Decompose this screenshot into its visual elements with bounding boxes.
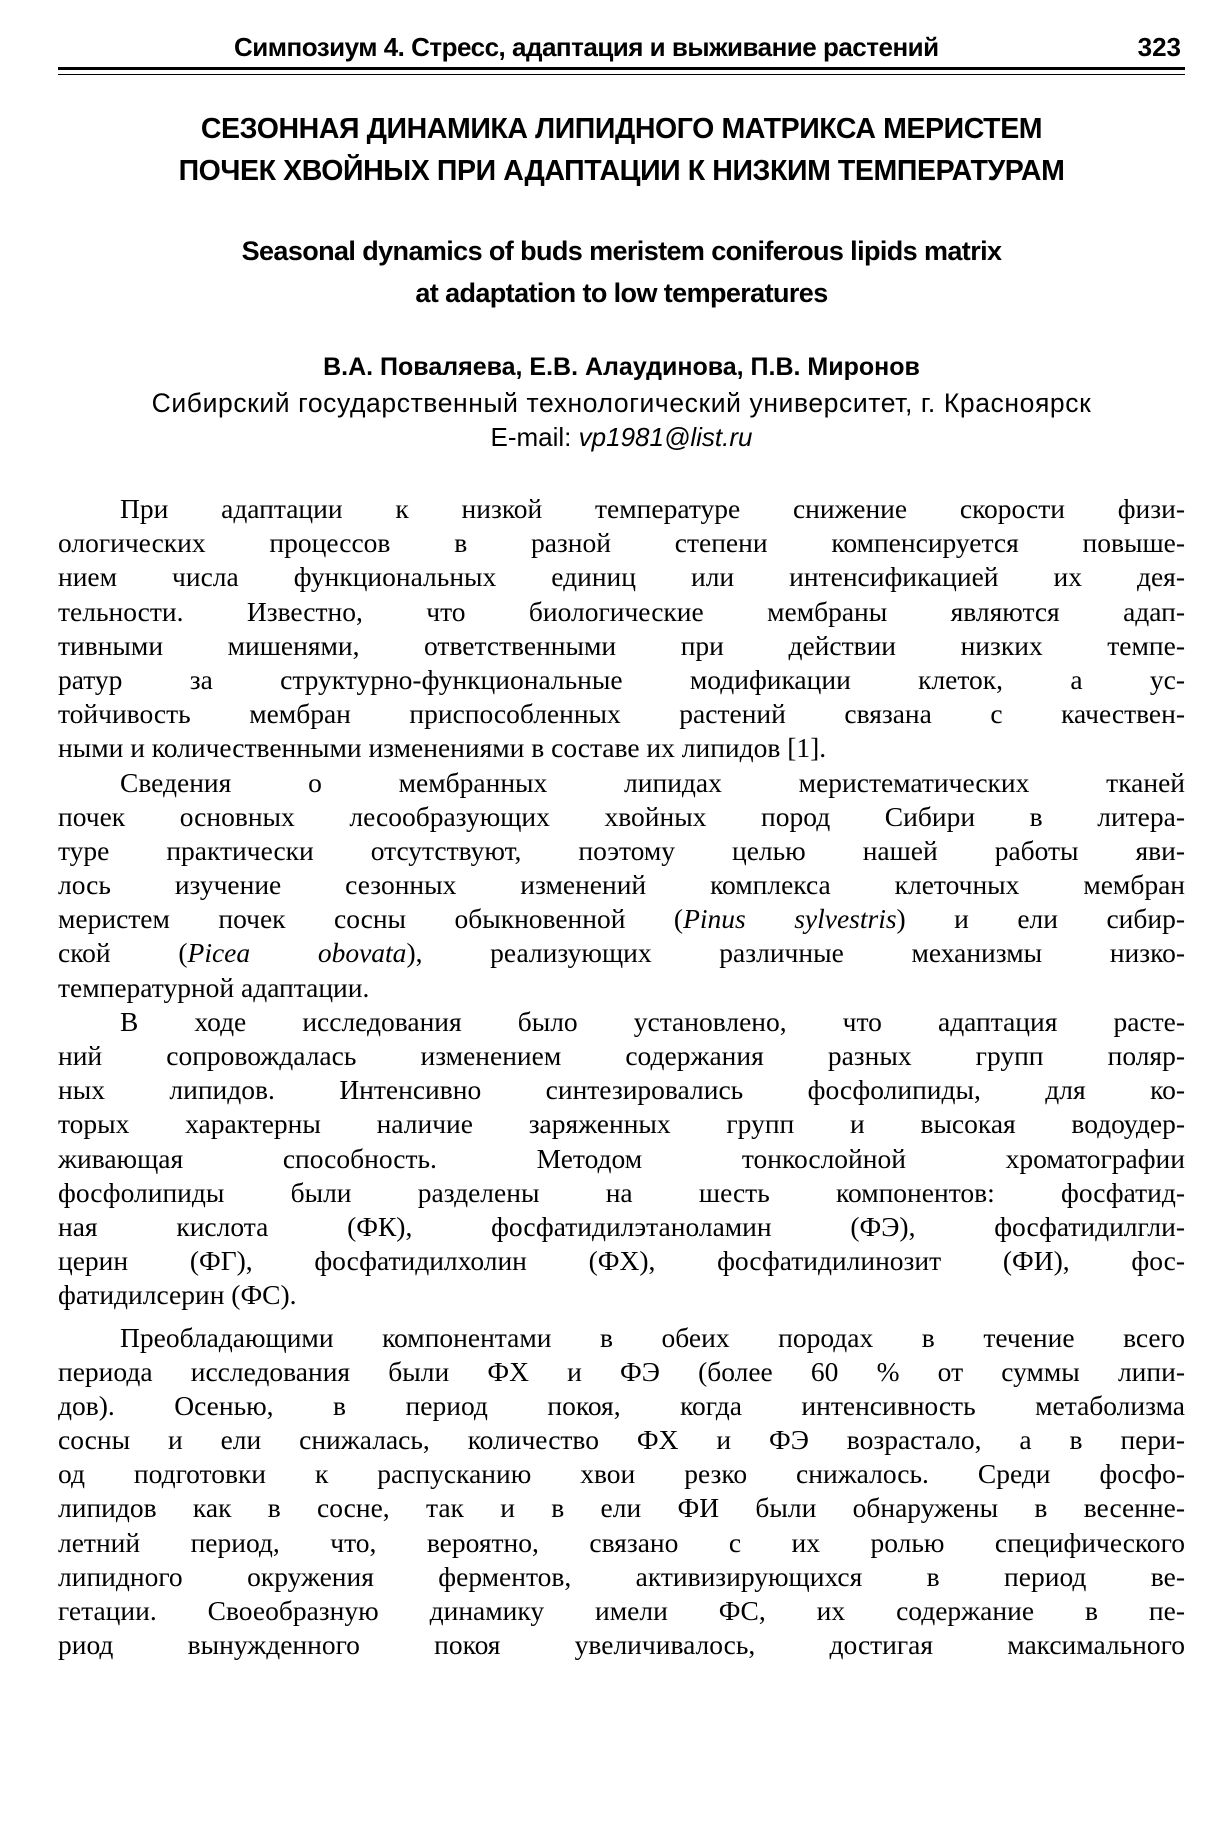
text-run: меристем почек сосны обыкновенной ( — [58, 903, 684, 935]
text-line: тойчивость мембран приспособленных растений связана с качествен- — [58, 698, 1185, 730]
text-line: нием числа функциональных единиц или интенсификацией их дея- — [58, 561, 1185, 593]
title-en-line: Seasonal dynamics of buds meristem coniferous lipids matrix — [241, 236, 1002, 266]
text-line — [58, 902, 1185, 936]
text-line: ологических процессов в разной степени компенсируется повыше- — [58, 527, 1185, 559]
title-ru-line: ПОЧЕК ХВОЙНЫХ ПРИ АДАПТАЦИИ К НИЗКИМ ТЕМПЕРАТУРАМ — [178, 155, 1065, 187]
text-line: липидов как в сосне, так и в ели ФИ были обнаружены в весенне- — [58, 1492, 1185, 1524]
text-line: ратур за структурно-функциональные модификации клеток, а ус- — [58, 663, 1185, 695]
text-line: летний период, что, вероятно, связано с их ролью специфического — [58, 1526, 1185, 1558]
text-line: Сведения о мембранных липидах меристематических тканей — [120, 766, 1185, 798]
text-line: ными и количественными изменениями в составе их липидов [1]. — [58, 732, 827, 764]
text-line: живающая способность. Методом тонкослойной хроматографии — [58, 1142, 1185, 1174]
running-head — [58, 30, 1185, 70]
text-line: торых характерны наличие заряженных групп и высокая водоудер- — [58, 1108, 1185, 1140]
header-rule-thick — [58, 67, 1185, 70]
text-line: ных липидов. Интенсивно синтезировались фосфолипиды, для ко- — [58, 1074, 1185, 1106]
text-line: риод вынужденного покоя увеличивалось, достигая максимального — [58, 1629, 1185, 1661]
text-line: сосны и ели снижалась, количество ФХ и ФЭ возрастало, а в пери- — [58, 1424, 1185, 1456]
paragraph — [58, 492, 1185, 766]
article-body — [58, 492, 1185, 1662]
text-line: од подготовки к распусканию хвои резко снижалось. Среди фосфо- — [58, 1458, 1185, 1490]
text-line: фосфолипиды были разделены на шесть компонентов: фосфатид- — [58, 1176, 1185, 1208]
page-number: 323 — [1137, 32, 1181, 62]
text-run: ) и ели сибир- — [896, 903, 1185, 935]
text-line: липидного окружения ферментов, активизирующихся в период ве- — [58, 1560, 1185, 1592]
text-line: Преобладающими компонентами в обеих породах в течение всего — [120, 1321, 1185, 1353]
email-address: vp1981@list.ru — [578, 422, 753, 452]
paragraph — [58, 1005, 1185, 1313]
text-line — [58, 936, 1185, 970]
text-run: ), реализующих различные механизмы низко- — [406, 937, 1186, 969]
authors: В.А. Поваляева, Е.В. Алаудинова, П.В. Миронов — [323, 353, 920, 381]
text-line: гетации. Своеобразную динамику имели ФС, их содержание в пе- — [58, 1595, 1185, 1626]
text-line: фатидилсерин (ФС). — [58, 1279, 297, 1311]
running-head-title: Симпозиум 4. Стресс, адаптация и выживание растений — [234, 32, 939, 62]
text-line: ная кислота (ФК), фосфатидилэтаноламин (ФЭ), фосфатидилгли- — [58, 1210, 1185, 1242]
paragraph — [58, 1321, 1185, 1663]
email-line — [58, 420, 1185, 454]
species-name-picea: Picea obovata — [187, 937, 407, 969]
text-line: туре практически отсутствуют, поэтому целью нашей работы яви- — [58, 834, 1185, 866]
text-line: При адаптации к низкой температуре снижение скорости физи- — [120, 493, 1185, 524]
title-en-line: at adaptation to low temperatures — [415, 278, 828, 308]
text-line: периода исследования были ФХ и ФЭ (более 60 % от суммы липи- — [58, 1355, 1185, 1387]
text-line: тивными мишенями, ответственными при действии низких темпе- — [58, 629, 1185, 661]
text-line: тельности. Известно, что биологические мембраны являются адап- — [58, 595, 1185, 627]
header-rule-thin — [58, 74, 1185, 75]
title-ru-line: СЕЗОННАЯ ДИНАМИКА ЛИПИДНОГО МАТРИКСА МЕРИСТЕМ — [200, 113, 1043, 145]
text-line: ний сопровождалась изменением содержания разных групп поляр- — [58, 1040, 1185, 1071]
article-title-ru — [58, 108, 1185, 192]
text-run: ской ( — [58, 937, 188, 969]
text-line: церин (ФГ), фосфатидилхолин (ФХ), фосфатидилинозит (ФИ), фос- — [58, 1245, 1185, 1277]
article-title-en — [58, 230, 1185, 314]
text-line: В ходе исследования было установлено, что адаптация расте- — [120, 1005, 1185, 1037]
text-line: температурной адаптации. — [58, 971, 370, 1003]
email-label: E-mail: — [490, 422, 572, 452]
affiliation: Сибирский государственный технологический университет, г. Красноярск — [151, 388, 1092, 418]
species-name-pinus: Pinus sylvestris — [683, 903, 897, 935]
text-line: лось изучение сезонных изменений комплекса клеточных мембран — [58, 869, 1185, 901]
paragraph — [58, 766, 1185, 1005]
text-line: почек основных лесообразующих хвойных пород Сибири в литера- — [58, 800, 1185, 832]
text-line: дов). Осенью, в период покоя, когда интенсивность метаболизма — [58, 1389, 1185, 1421]
